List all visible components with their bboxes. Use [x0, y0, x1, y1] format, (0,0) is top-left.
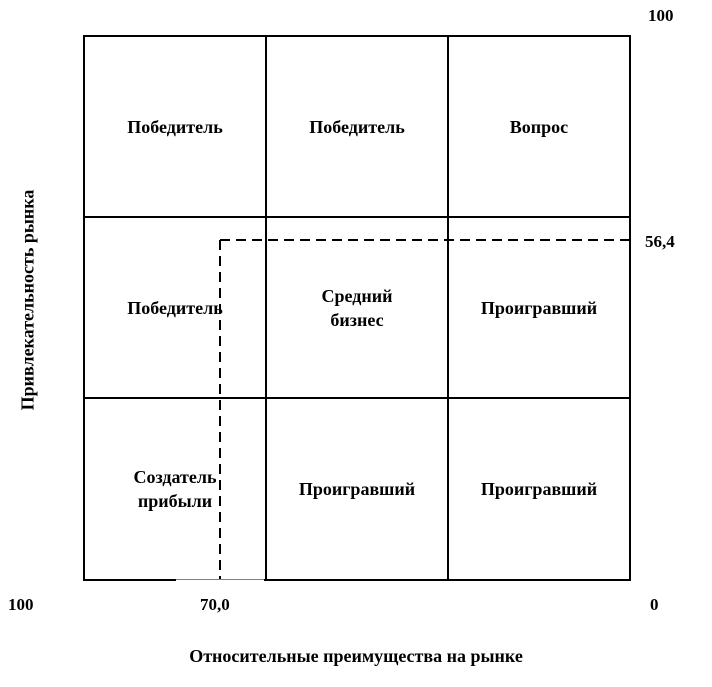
cell-label: Создатель прибыли [133, 467, 217, 511]
x-axis-title: Относительные преимущества на рынке [189, 646, 523, 666]
cell-r2-c3 [449, 218, 629, 399]
cell-r2-c2 [267, 218, 449, 399]
ge-mckinsey-matrix [83, 35, 631, 581]
y-scale-top-label: 100 [648, 6, 674, 25]
cell-label: Проигравший [480, 297, 598, 318]
cell-label: Вопрос [509, 116, 569, 137]
cell-r1-c2 [267, 37, 449, 218]
y-marker-label: 56,4 [645, 232, 675, 251]
cell-r1-c3 [449, 37, 629, 218]
cell-label: Средний бизнес [321, 285, 393, 330]
x-marker-label: 70,0 [200, 595, 230, 614]
cell-label: Победитель [309, 116, 405, 137]
y-axis-title: Привлекательность рынка [17, 189, 38, 411]
x-scale-right-label: 0 [650, 595, 659, 614]
cell-label: Проигравший [480, 479, 598, 499]
cell-r3-c1 [85, 399, 267, 579]
cell-r3-c3 [449, 399, 629, 579]
cell-label: Победитель [127, 297, 223, 318]
cell-label: Победитель [127, 116, 223, 137]
x-scale-left-label: 100 [8, 595, 34, 614]
cell-label: Проигравший [298, 479, 416, 499]
cell-r1-c1 [85, 37, 267, 218]
cell-r3-c2 [267, 399, 449, 579]
cell-r2-c1 [85, 218, 267, 399]
